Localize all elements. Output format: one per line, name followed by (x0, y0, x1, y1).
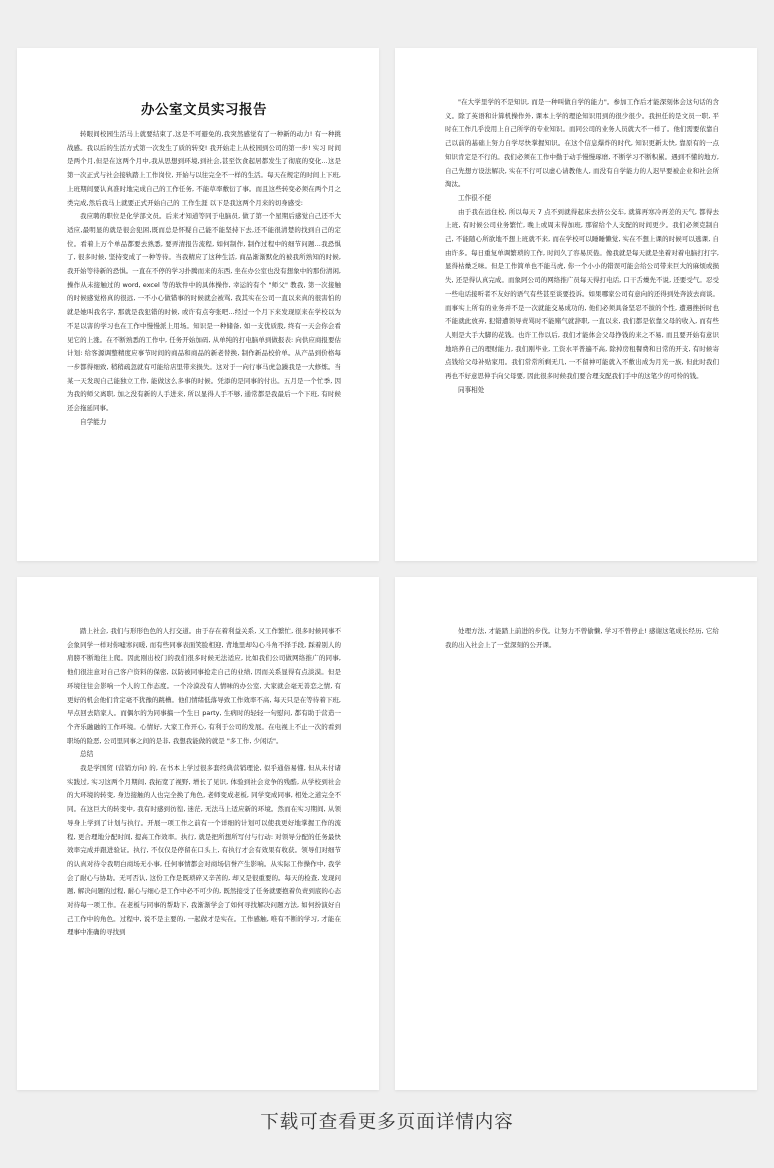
document-page-4 (395, 577, 757, 1090)
paragraph: 转眼间校园生活马上就要结束了,这是不可避免的,我突然感觉有了一种新的动力! 有一种挑战感。我以后的生活方式第一次发生了质的转变! 我开始走上从校园到公司的第一步! 实习 时间是两个月,但是在这两个月中,我从思想到环境,到社会,甚至饮食起居都发生了彻底的变化...这是第一次正式与社会接轨踏上工作岗位, 开始与以往完全不一样的生活。每天在规定的时间上下班, 上班期间要认真准时地完成自己的工作任务, 不能草率敷衍了事。而且这些转变必须在两个月之类完成,然后我马上就要正式开始自己的 工作生涯 以下是我这两个月来的切身感受: (67, 130, 341, 207)
document-page-1 (17, 48, 379, 561)
document-page-3 (17, 577, 379, 1090)
document-title: 办公室文员实习报告 (141, 102, 267, 118)
paragraph: 处理方法, 才能踏上前进的步伐。让努力不曾偷懒, 学习不曾停止! 感谢这笔成长经历, 它给我的出入社会上了一堂深刻的公开课。 (445, 627, 719, 649)
section-heading: 自学能力 (80, 417, 107, 426)
paragraph: 由于我在远住校, 所以每天 7 点不到就得起床去挤公交车, 就算再寒冷再差的天气, 都得去上班, 有时候公司业务繁忙, 晚上或周末得加班, 那留给个人支配的时间更少。我们必须克制自己, 不能随心所欲地不想上班就不来, 而在学校可以睡睡懒觉, 实在不想上课的时候可以逃课, 自由许多。每日重复单调繁琐的工作, 时间久了容易厌倦。像我就是每天就是坐着对着电脑打打字, 显得枯燥乏味。但是工作简单也不能马虎, 你一个小小的错误可能会给公司带来巨大的麻烦或损失, 还是得认真完成。而象阿公司的网络推广员每天得打电话, 口干舌燥先不说, 还要受气。忍受一些电话接听者不友好的语气有些甚至谈要投诉。如果哪家公司有意向的还得到处奔波去商谈。而事实上所有的业务并不是一次就能交易成功的, 他们必须具备坚忍不拔的个性, 遭遇挫折时也不能就此放弃, 犯错遭领导责骂时不能赌气就辞职, 一直以来, 我们都是依靠父母的收入, 而有些人则是大手大脚的花钱。也许工作以后, 我们才能体会父母挣钱的来之不易, 而且要开始有意识地培养自己的理财能力, 我们刚毕业, 工资水平普遍不高, 除掉房租餐费和日常的开支, 有时候寄点钱给父母补贴家用。我们常常所剩无几, 一不留神可能就入不敷出成为月光一族, 但此时我们再也不好意思伸手向父母要, 因此很多时候我们要合理支配我们手中的这笔少的可怜的钱。 (445, 207, 719, 381)
section-heading: 同事相处 (458, 385, 485, 394)
paragraph: "在大学里学的不是知识, 而是一种叫做自学的能力"。参加工作后才能深刻体会这句话的含义。除了英语和计算机操作外, 课本上学的理论知识用到的很少很少。我担任的是文员一职, 平时在工作几乎没用上自己所学的专业知识。而同公司的业务人员就大不一样了。他们需要依靠自己以前的基础上努力自学尽快掌握知识。在这个信息爆炸的时代, 知识更新太快, 靠原有的一点知识肯定是不行的。我们必须在工作中勤于动手慢慢琢磨, 不断学习不断积累。遇到不懂的地方, 自己先想方设法解决, 实在不行可以虚心请教他人, 而没有自学能力的人迟早要被企业和社会所淘汰。 (445, 98, 719, 189)
paragraph: 踏上社会, 我们与形形色色的人打交道。由于存在着利益关系, 又工作繁忙, 很多时候同事不会象同学一样对你嘘寒问暖, 而有些同事表面笑脸相迎, 背地里却勾心斗角不择手段, 踩着别人的肩膀不断地往上爬。因此刚出校门的我们很多时候无法适应, 比如我们公司做网络推广的同事, 他们很注意对自己客户资料的保密, 以防被同事抢走自己的业绩, 因而关系显得有点淡漠。但是环境往往会影响一个人的工作态度。一个冷漠没有人情味的办公室, 大家就会毫无善恋之情, 有更好的机会他们肯定毫不犹豫的跳槽。他们情绪低落导致工作效率不高, 每天只是在等待着下班, 早点回去陪家人。而偶尔的为同事搞一个生日 party, 生病时的轻轻一句慰问, 都有助于营造一个齐乐融融的工作环境。心情好, 大家工作开心, 有利于公司的发展。在电视上不止一次的看到职场的险恶, 公司里同事之间的是非, 我想我能做的就是 "多工作, 少闲话"。 (67, 627, 341, 745)
paragraph: 我是学国贸 (营销方向) 的, 在书本上学过很多套经典营销理论, 似乎通俗易懂, 但从未付诸实践过, 实习这两个月期间, 我拓宽了视野, 增长了见识, 体验到社会竞争的残酷, 从学校到社会的大环境的转变, 身边接触的人也完全换了角色, 老师变成老板, 同学变成同事, 相处之道完全不同。在这巨大的转变中, 我有时感到彷徨, 迷茫, 无法马上适应新的环境。然而在实习期间, 从领导身上学到了计划与执行。开展一项工作之前有一个详细的计划可以使我更好地掌握工作的流程, 更合理地分配时间, 提高工作效率。执行, 就是把所想所写付与行动: 对领导分配的任务最快效率完成并跟进验证。执行, 不仅仅是停留在口头上, 有执行才会有效果有收获。领导们对细节的认真对待令我明白商场无小事, 任何事情都会对商场信誉产生影响。从实际工作操作中, 我学会了耐心与协助。无可否认, 这份工作是既琐碎又辛苦的, 却又是很重要的。每天的检查, 发现问题, 解决问题的过程, 耐心与细心是工作中必不可少的, 既然接受了任务就要抱着负责到底的心态对待每一项工作。在老板与同事的帮助下, 我渐渐学会了如何寻找解决问题方法, 如何扮演好自己工作中的角色。过程中, 说不是主要的, 一起做才是实在。工作感触, 唯有不断的学习, 才能在理事中准确的寻找到 (67, 764, 341, 937)
paragraph: 我应聘的职位是化学部文员。后来才知道等同于电脑员, 做了第一个星期后感觉自己还不大适应,最明显的就是很会犯困,既而总是怀疑自己能不能坚持下去,还不能很清楚的找到自己的定位。看着上万个单品都要去熟悉, 要弄清报告流程, 如何制作, 制作过程中的细节问题...我恐惧了, 很多时候, 坚持变成了一种等待。当我精应了这种生活, 商品渐渐默化的被我所熟知的时候, 我开始等待新的恐惧。一直在不停的学习扑腾而来的东西, 坐在办公室也没有想象中的那份清闲, 操作从未接触过的 word, excel 等的软件中的具体操作, 幸运的有个 "师父" 教我, 第一次接触的时候感觉格真的很远, 一不小心做错事的时候就会被骂, 我其实在公司一直以来真的很害怕的就是她叫我名字, 那就是我犯错的时候, 或许有点夸张吧...经过一个月下来发现原来在学校以为不足以害的学习也在工作中慢慢派上用场。知识是一种储备, 如一支优质股, 终有一天会你会看见它的上涨。在不断熟悉的工作中, 任务开始加码, 从单纯的打电脑单到做报表: 向供应商报要估计划: 给客源调整精度应事节时间的商品和商品的新老替换, 制作新品校价单。从产品到价格每一步都得细致, 稍稍疏忽就有可能给店里带来损失。这对于一向行事马虎急躁我是一大修炼。当某一天发现自己能独立工作, 能做这么多事的时候。凭添的是同事的付出。五月是一个忙季, 因为我的师父离职, 加之没有新的人手进来, 所以显得人手不够, 通常都是我最后一个下班, 有时候还会拖延同事。 (67, 212, 341, 413)
section-heading: 工作很不便 (458, 193, 491, 202)
document-page-2 (395, 48, 757, 561)
section-heading: 总结 (80, 750, 94, 759)
download-prompt[interactable]: 下载可查看更多页面详情内容 (260, 1112, 514, 1133)
